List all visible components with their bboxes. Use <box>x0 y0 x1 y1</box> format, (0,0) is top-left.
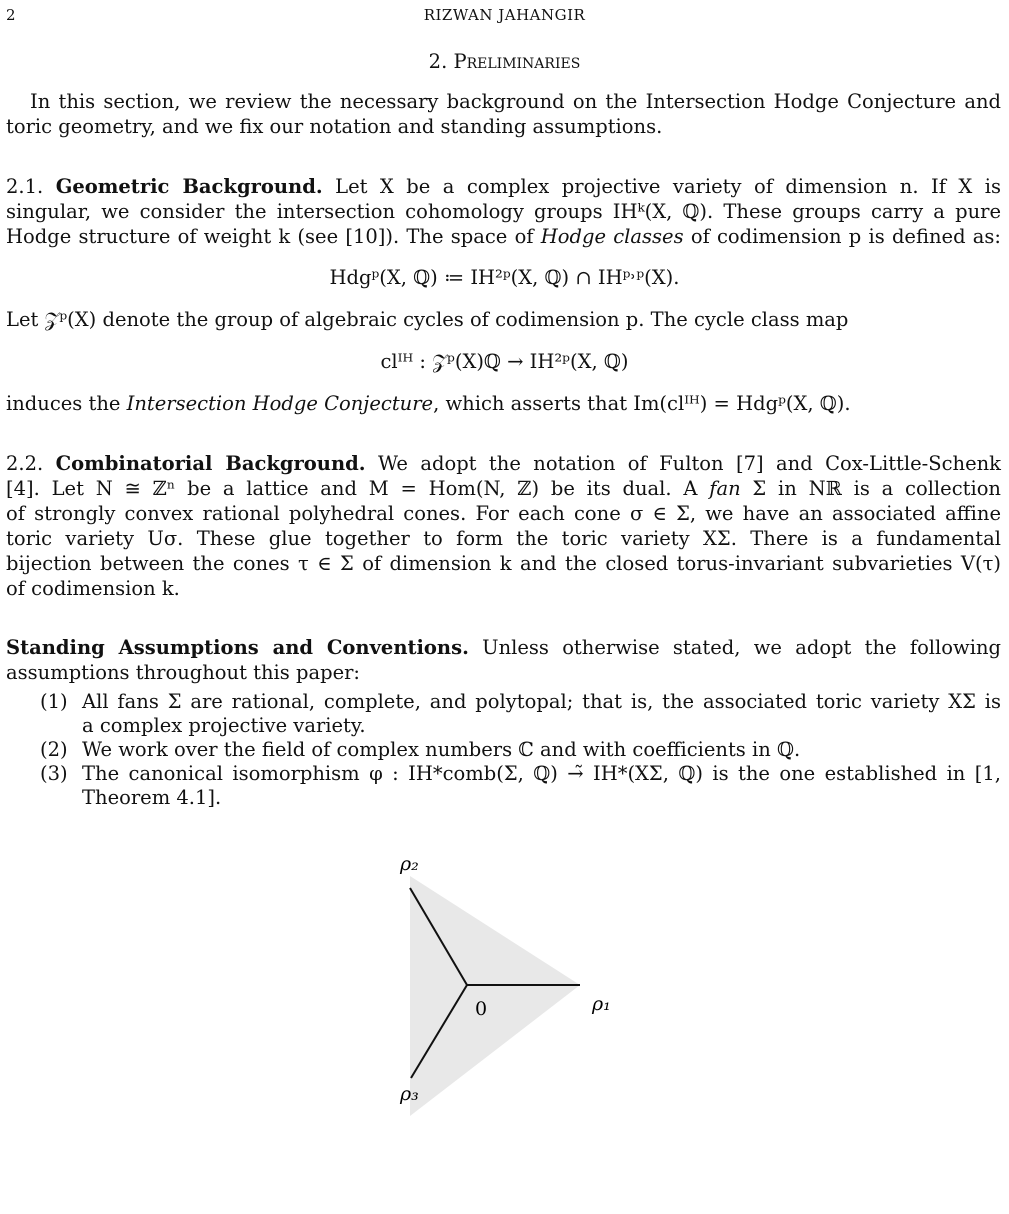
text-run: of codimension p is defined as: <box>683 225 1001 248</box>
fan-figure <box>370 838 640 1118</box>
text-run: Σ in Nℝ is a collection <box>740 477 1001 500</box>
text-run: Hodge structure of weight k (see [10]). The space of <box>6 225 541 248</box>
equation-cycle-class-map: clᴵᴴ : 𝒵ᵖ(X)ℚ → IH²ᵖ(X, ℚ) <box>380 350 629 373</box>
subsection-2-2-title: Combinatorial Background. <box>55 452 366 475</box>
subsection-2-1-line-1 <box>6 175 1001 199</box>
subsection-2-1-number: 2.1. <box>6 175 44 198</box>
label-origin: 0 <box>475 998 488 1020</box>
emphasis-fan: fan <box>709 477 741 500</box>
text-run: Unless otherwise stated, we adopt the following <box>468 636 1001 659</box>
list-item-1-line-2: a complex projective variety. <box>82 714 366 737</box>
subsection-2-2-line-2 <box>6 477 1001 501</box>
emphasis-hodge-classes: Hodge classes <box>540 225 684 248</box>
label-rho1: ρ₁ <box>592 993 611 1015</box>
subsection-2-2-line-5: bijection between the cones τ ∈ Σ of dimension k and the closed torus-invariant subvarieties V(τ) <box>6 552 1001 575</box>
section-heading <box>0 50 1009 73</box>
subsection-2-1-line-5 <box>6 392 1001 416</box>
subsection-2-2-line-1 <box>6 452 1001 476</box>
subsection-2-1-text: Let X be a complex projective variety of dimension n. If X is <box>322 175 1002 198</box>
subsection-2-2-line-4: toric variety Uσ. These glue together to form the toric variety XΣ. There is a fundamental <box>6 527 1001 550</box>
subsection-2-2-line-3: of strongly convex rational polyhedral cones. For each cone σ ∈ Σ, we have an associated affine <box>6 502 1001 525</box>
subsection-2-1-title: Geometric Background. <box>55 175 323 198</box>
subsection-2-1-line-2: singular, we consider the intersection cohomology groups IHᵏ(X, ℚ). These groups carry a pure <box>6 200 1001 223</box>
standing-line-1 <box>6 636 1001 660</box>
page-number: 2 <box>6 6 16 24</box>
subsection-2-2-number: 2.2. <box>6 452 44 475</box>
emphasis-ihc: Intersection Hodge Conjecture <box>126 392 434 415</box>
intro-line-2: toric geometry, and we fix our notation and standing assumptions. <box>6 115 663 138</box>
running-head: RIZWAN JAHANGIR <box>423 6 586 24</box>
list-item-number: (2) <box>40 738 68 761</box>
text-run: [4]. Let N ≅ ℤⁿ be a lattice and M = Hom(N, ℤ) be its dual. A <box>6 477 710 500</box>
subsection-2-1-line-4: Let 𝒵ᵖ(X) denote the group of algebraic cycles of codimension p. The cycle class map <box>6 308 849 331</box>
intro-line-1: In this section, we review the necessary background on the Intersection Hodge Conjecture and <box>30 90 1001 113</box>
equation-hodge-classes: Hdgᵖ(X, ℚ) ≔ IH²ᵖ(X, ℚ) ∩ IHᵖ˒ᵖ(X). <box>329 266 680 289</box>
label-rho2: ρ₂ <box>400 853 419 875</box>
list-item-3-line-2: Theorem 4.1]. <box>82 786 222 809</box>
standing-line-2: assumptions throughout this paper: <box>6 661 360 684</box>
standing-title: Standing Assumptions and Conventions. <box>6 636 469 659</box>
list-item-number: (3) <box>40 762 68 785</box>
list-item-3-line-1: The canonical isomorphism φ : IH*comb(Σ, ℚ) →̃ IH*(XΣ, ℚ) is the one established in [1, <box>82 762 1001 785</box>
text-run: induces the <box>6 392 127 415</box>
fan-shaded-region <box>410 876 580 1116</box>
section-number: 2. <box>428 50 448 73</box>
subsection-2-2-line-6: of codimension k. <box>6 577 180 600</box>
list-item-2-line-1: We work over the field of complex numbers ℂ and with coefficients in ℚ. <box>82 738 801 761</box>
label-rho3: ρ₃ <box>400 1083 419 1105</box>
text-run: , which asserts that Im(clᴵᴴ) = Hdgᵖ(X, ℚ). <box>433 392 851 415</box>
section-title: Preliminaries <box>453 50 581 73</box>
subsection-2-1-line-3 <box>6 225 1001 249</box>
list-item-1-line-1: All fans Σ are rational, complete, and polytopal; that is, the associated toric variety XΣ is <box>82 690 1001 713</box>
list-item-number: (1) <box>40 690 68 713</box>
text-run: We adopt the notation of Fulton [7] and Cox-Little-Schenk <box>365 452 1001 475</box>
